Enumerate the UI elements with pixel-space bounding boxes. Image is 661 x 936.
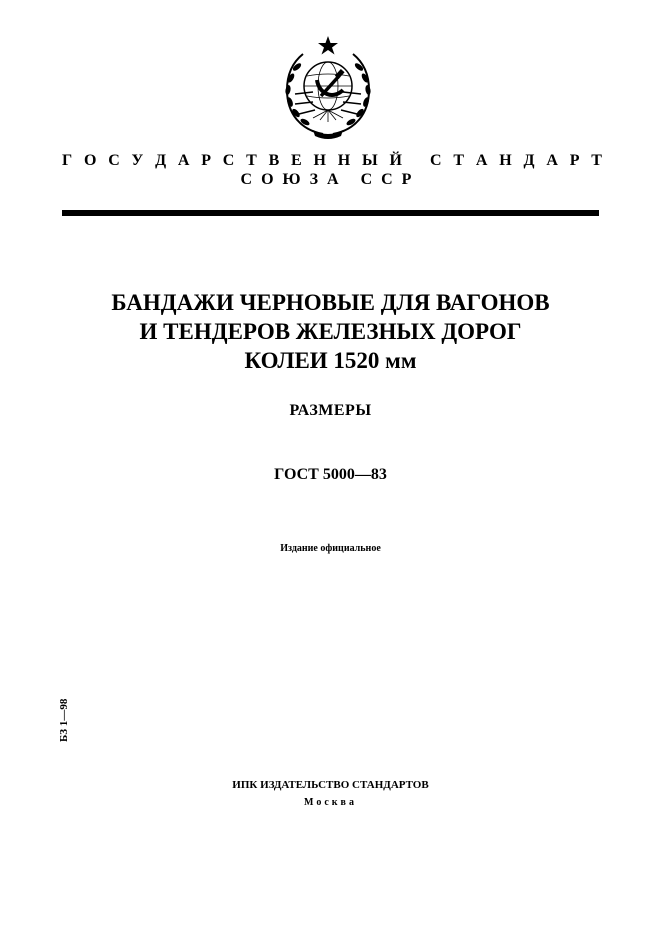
title-line-2: И ТЕНДЕРОВ ЖЕЛЕЗНЫХ ДОРОГ — [139, 319, 522, 344]
header-state-standard — [62, 150, 602, 172]
side-code: БЗ 1—98 — [58, 698, 70, 742]
header-word-standard: С Т А Н Д А Р Т — [430, 152, 602, 169]
document-subtitle: РАЗМЕРЫ — [289, 402, 372, 419]
publisher-name: ИПК ИЗДАТЕЛЬСТВО СТАНДАРТОВ — [232, 779, 429, 791]
standard-number: ГОСТ 5000—83 — [274, 466, 387, 483]
edition-note: Издание официальное — [280, 543, 381, 554]
header-word-state: Г О С У Д А Р С Т В Е Н Н Ы Й — [62, 152, 402, 169]
publisher-city: Москва — [304, 797, 357, 808]
title-line-3: КОЛЕИ 1520 мм — [244, 348, 417, 373]
header-divider — [62, 210, 599, 216]
header-ussr: СОЮЗА ССР — [240, 171, 421, 188]
title-line-1: БАНДАЖИ ЧЕРНОВЫЕ ДЛЯ ВАГОНОВ — [111, 290, 550, 315]
ussr-state-emblem-icon — [273, 34, 383, 142]
document-title — [0, 288, 661, 375]
